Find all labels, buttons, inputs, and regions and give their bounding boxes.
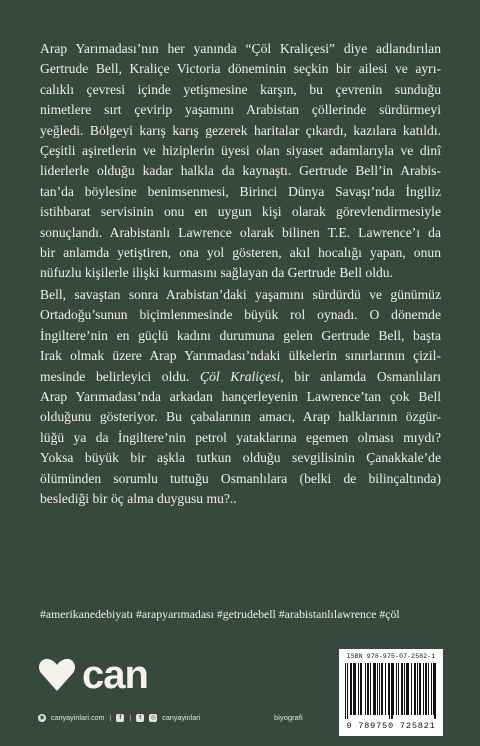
publisher-logo xyxy=(38,655,148,695)
barcode-bar xyxy=(391,663,392,719)
barcode-bar xyxy=(382,663,383,715)
barcode-bar xyxy=(393,663,394,715)
text-line: Ortadoğu’sunun biçimlenmesinde büyük rol oynadı. O dönemde xyxy=(40,307,441,323)
text-line: ölümünden sorumlu tuttuğu Osmanlılara (belki de bilinçaltında) xyxy=(40,470,441,486)
barcode xyxy=(339,649,443,736)
divider: | xyxy=(129,713,132,722)
text-line: bir anlamda yetiştiren, ona yol gösteren, akıl hocalığı yapan, onun xyxy=(40,245,441,261)
barcode-bar xyxy=(345,663,346,719)
barcode-bar xyxy=(406,663,407,715)
barcode-bar xyxy=(385,663,386,715)
twitter-icon[interactable]: t xyxy=(136,714,144,722)
text-line: Bell, savaştan sonra Arabistan’daki yaşamını sürdürdü ve günümüz xyxy=(40,287,441,302)
barcode-bar xyxy=(355,663,356,715)
barcode-bar xyxy=(408,663,409,715)
barcode-bar xyxy=(361,663,362,715)
barcode-bar xyxy=(426,663,427,715)
publisher-footer xyxy=(38,713,268,722)
barcode-bars xyxy=(345,663,437,719)
website-link[interactable]: canyayinlari.com xyxy=(51,713,105,722)
text-line: tan’da böylesine benimsenmesi, Birinci Dünya Savaşı’nda İngiliz xyxy=(40,183,441,199)
barcode-bar xyxy=(423,663,424,715)
logo-text: can xyxy=(82,653,148,697)
social-handle[interactable]: canyayinlari xyxy=(162,713,201,722)
text-line: Yoksa büyük bir aşkla tutkun olduğu sevgilisinin Çanakkale’de xyxy=(40,450,441,466)
text-line: Arap Yarımadası’nın her yanında “Çöl Kraliçesi” diye adlandırılan xyxy=(40,41,441,56)
barcode-bar xyxy=(379,663,380,715)
text-line: Gertrude Bell, Kraliçe Victoria döneminin seçkin bir ailesi ve ayrı- xyxy=(40,61,441,77)
barcode-bar xyxy=(417,663,418,715)
category-label: biyografi xyxy=(274,713,303,722)
text-line: yeğledi. Bölgeyi karış karış gezerek haritalar çıkardı, kazılara katıldı. xyxy=(40,122,441,138)
text-line: Irak olmak üzere Arap Yarımadası’ndaki ülkelerin sınırlarının çizil- xyxy=(40,348,441,364)
barcode-bar xyxy=(377,663,378,715)
barcode-bar xyxy=(425,663,426,715)
barcode-bar xyxy=(404,663,405,715)
barcode-bar xyxy=(353,663,354,715)
heart-icon xyxy=(38,658,76,692)
barcode-bar xyxy=(392,663,393,719)
barcode-bar xyxy=(419,663,420,715)
barcode-digits: 9 789750 725821 xyxy=(346,721,436,731)
barcode-bar xyxy=(367,663,368,715)
barcode-bar xyxy=(415,663,416,715)
barcode-bar xyxy=(411,663,412,715)
barcode-bar xyxy=(389,663,390,719)
isbn-label: ISBN 978-975-07-2582-1 xyxy=(346,653,436,660)
barcode-bar xyxy=(414,663,415,715)
barcode-bar xyxy=(431,663,432,715)
barcode-bar xyxy=(373,663,374,715)
barcode-bar xyxy=(368,663,369,715)
barcode-bar xyxy=(396,663,397,715)
barcode-bar xyxy=(370,663,371,715)
globe-icon: ◉ xyxy=(39,714,45,721)
hashtags: #amerikanedebiyatı #arapyarımadası #getrudebell #arabistanlılawrence #çöl xyxy=(40,607,400,621)
barcode-bar xyxy=(360,663,361,715)
barcode-bar xyxy=(407,663,408,715)
text-line: sonuçlandı. Arabistanlı Lawrence olarak bilinen T.E. Lawrence’ı da xyxy=(40,224,441,240)
barcode-bar xyxy=(354,663,355,715)
barcode-bar xyxy=(402,663,403,715)
text-line: calıklı çevresi içinde yetişmesine karşın, bu çevrenin sunduğu xyxy=(40,81,441,97)
book-title-italic: Çöl Kraliçesi xyxy=(200,368,281,384)
text-line: nimetlere sırt çevirip yaşamını Arabistan çöllerinde sürdürmeyi xyxy=(40,102,441,118)
barcode-bar xyxy=(375,663,376,715)
barcode-bar xyxy=(388,663,389,715)
barcode-bar xyxy=(350,663,351,715)
barcode-bar xyxy=(420,663,421,715)
divider: | xyxy=(109,713,112,722)
barcode-bar xyxy=(434,663,435,719)
facebook-icon[interactable]: f xyxy=(116,714,124,722)
text-line: İngiltere’nin en güçlü kadını durumuna gelen Gertrude Bell, başta xyxy=(40,327,441,343)
barcode-bar xyxy=(381,663,382,715)
text-line: mesinde belirleyici oldu. Çöl Kraliçesi, bir anlamda Osmanlıları xyxy=(40,368,442,384)
barcode-bar xyxy=(347,663,348,719)
text-line: olduğunu gösteriyor. Bu çabalarının amacı, Arap halklarının özgür- xyxy=(40,409,441,425)
barcode-bar xyxy=(435,663,436,719)
description-paragraph-1 xyxy=(40,39,441,284)
text-line: Arap Yarımadası’nda arkadan hançerleyenin Lawrence’tan çok Bell xyxy=(40,389,441,405)
barcode-bar xyxy=(401,663,402,715)
instagram-icon[interactable]: ◎ xyxy=(150,714,156,721)
barcode-bar xyxy=(428,663,429,715)
barcode-bar xyxy=(365,663,366,715)
description-paragraph-2 xyxy=(40,285,441,509)
text-line: Çeşitli aşiretlerin ve hiziplerin üyesi olan siyaset adamlarıyla ve dinî xyxy=(40,143,441,159)
text-line: liderlerle olduğu kadar halkla da kaynaştı. Gertrude Bell’in Arabis- xyxy=(40,163,441,179)
barcode-bar xyxy=(398,663,399,715)
barcode-bar xyxy=(433,663,434,715)
text-line: istihbarat servisinin onu en uygun kişi olarak görevlendirmesiyle xyxy=(40,204,441,220)
barcode-bar xyxy=(351,663,352,715)
text-line: beslediği bir öç alma duygusu mu?.. xyxy=(40,491,237,507)
text-line: nüfuzlu kişilerle ilişki kurmasını sağlayan da Gertrude Bell oldu. xyxy=(40,265,393,281)
barcode-bar xyxy=(374,663,375,715)
text-line: lüğü ya da İngiltere’nin petrol yataklarına egemen olması mıydı? xyxy=(40,429,441,445)
barcode-bar xyxy=(358,663,359,715)
